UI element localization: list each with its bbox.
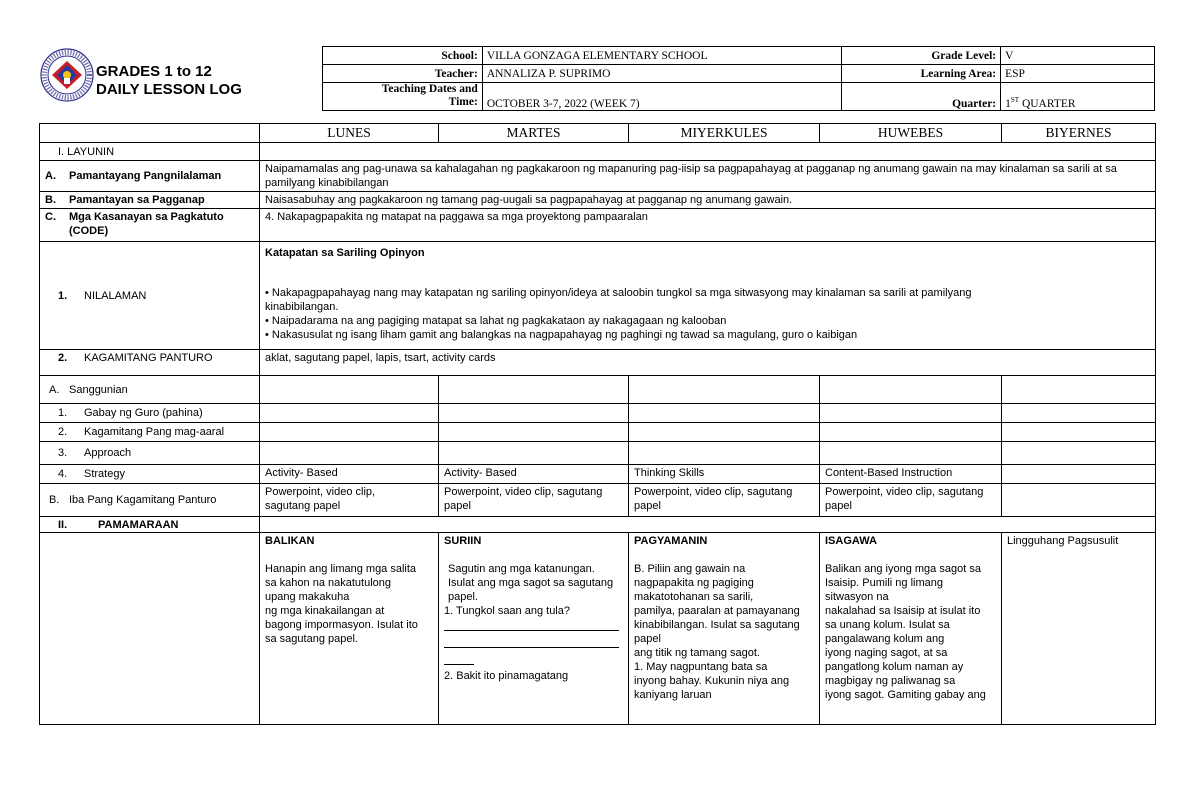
pp-title: Pamantayang Pangnilalaman (69, 170, 222, 182)
dates-value: OCTOBER 3-7, 2022 (WEEK 7) (482, 83, 842, 111)
isagawa-spacer (825, 548, 996, 562)
isagawa-line-3: sitwasyon na (825, 591, 889, 603)
pagyamanin-line-7: ang titik ng tamang sagot. (634, 647, 760, 659)
header-info-table (322, 46, 1155, 111)
day-miyerkules: MIYERKULES (629, 124, 820, 143)
suriin-heading: SURIIN (444, 535, 482, 547)
nilalaman-content (260, 242, 1156, 350)
km-num: 2. (58, 426, 68, 438)
suriin-line-2: Isulat ang mga sagot sa sagutang (448, 577, 614, 589)
suriin-line-1: Sagutin ang mga katanungan. (448, 563, 595, 575)
approach-huwebes (820, 442, 1002, 465)
sanggunian-biyernes (1002, 376, 1156, 404)
isagawa-line-9: magbigay ng paliwanag sa (825, 675, 956, 687)
pagyamanin-line-3: makatotohanan sa sarili, (634, 591, 754, 603)
iba-pang-kagamitan-row (40, 484, 1156, 517)
kagamitang-mag-aaral-miyerkules (629, 423, 820, 442)
answer-line-1 (444, 618, 619, 631)
iba-huwebes (820, 484, 1002, 517)
iba-lunes (260, 484, 439, 517)
nilalaman-num: 1. (58, 289, 68, 302)
ks-letter: C. (45, 211, 56, 223)
sanggunian-lunes (260, 376, 439, 404)
isagawa-line-5: sa unang kolum. Isulat sa (825, 619, 950, 631)
isagawa-line-2: Isaisip. Pumili ng limang (825, 577, 943, 589)
pamantayang-pangnilalaman-text: Naipamamalas ang pag-unawa sa kahalagahan ng pagkakaroon ng mapanuring pag-iisip sa pagpapahayag at pagganap ng anumang gawain na may kinalaman sa sarili at sa pamilyang kinabibilangan (260, 161, 1156, 192)
answer-line-2 (444, 635, 619, 648)
school-label: School: (323, 47, 483, 65)
pm-num: II. (58, 518, 68, 531)
suriin-spacer (444, 548, 623, 562)
approach-martes (439, 442, 629, 465)
strategy-martes: Activity- Based (439, 465, 629, 484)
quarter-suffix: ST (1010, 96, 1020, 105)
approach-miyerkules (629, 442, 820, 465)
area-value: ESP (1001, 65, 1155, 83)
nilalaman-label (40, 242, 260, 350)
pagyamanin-line-2: nagpapakita ng pagiging (634, 577, 754, 589)
kagamitang-mag-aaral-martes (439, 423, 629, 442)
nilalaman-spacer (265, 260, 1150, 286)
iba-lunes-line-1: Powerpoint, video clip, (265, 486, 376, 498)
ib-letter: B. (49, 494, 60, 506)
procedure-label-cell (40, 533, 260, 725)
day-biyernes: BIYERNES (1002, 124, 1156, 143)
nilalaman-bullet-2: • Naipadarama na ang pagiging matapat sa lahat ng pagkakataon ay nakagagaan ng kalooban (265, 315, 727, 327)
gabay-guro-martes (439, 404, 629, 423)
sanggunian-huwebes (820, 376, 1002, 404)
kagamitang-mag-aaral-row (40, 423, 1156, 442)
kp-num: 2. (58, 352, 68, 364)
kasanayan-label (40, 209, 260, 242)
isagawa-line-10: iyong sagot. Gamiting gabay ang (825, 689, 986, 701)
quarter-number: 1 (1005, 98, 1011, 110)
iba-miyerkules (629, 484, 820, 517)
strategy-row (40, 465, 1156, 484)
pp-letter: A. (45, 170, 56, 182)
gabay-guro-row (40, 404, 1156, 423)
balikan-line-2: sa kahon na nakatutulong (265, 577, 391, 589)
pg-letter: B. (45, 194, 56, 206)
ib-title: Iba Pang Kagamitang Panturo (69, 494, 217, 506)
balikan-line-3: upang makakuha (265, 591, 350, 603)
pamantayan-pagganap-text: Naisasabuhay ang pagkakaroon ng tamang pag-uugali sa pagpapahayag at pagganap ng anumang gawain. (260, 192, 1156, 209)
isagawa-heading: ISAGAWA (825, 535, 877, 547)
nilalaman-row (40, 242, 1156, 350)
kagamitang-panturo-label (40, 350, 260, 376)
procedure-row (40, 533, 1156, 725)
sg-letter: A. (49, 383, 60, 396)
balikan-spacer (265, 548, 433, 562)
dates-label-line-2: Time: (448, 96, 478, 108)
layunin-row (40, 143, 1156, 161)
pagyamanin-heading: PAGYAMANIN (634, 535, 708, 547)
procedure-miyerkules (629, 533, 820, 725)
pagyamanin-spacer (634, 548, 814, 562)
deped-seal-icon (40, 48, 94, 102)
balikan-line-1: Hanapin ang limang mga salita (265, 563, 417, 575)
dates-label (323, 83, 483, 111)
dates-label-line-1: Teaching Dates and (381, 83, 478, 95)
pamantayang-pangnilalaman-label (40, 161, 260, 192)
kasanayan-row (40, 209, 1156, 242)
pamantayang-pangnilalaman-row (40, 161, 1156, 192)
sanggunian-label (40, 376, 260, 404)
kp-title: KAGAMITANG PANTURO (84, 352, 213, 364)
day-header-row (40, 124, 1156, 143)
kagamitang-mag-aaral-lunes (260, 423, 439, 442)
day-lunes: LUNES (260, 124, 439, 143)
gabay-guro-huwebes (820, 404, 1002, 423)
kasanayan-code: (CODE) (69, 225, 109, 237)
pg-title: Pamantayan sa Pagganap (69, 194, 205, 206)
procedure-biyernes (1002, 533, 1156, 725)
ks-title: Mga Kasanayan sa Pagkatuto (69, 211, 224, 223)
suriin-line-4: 1. Tungkol saan ang tula? (444, 605, 570, 617)
strategy-biyernes (1002, 465, 1156, 484)
approach-biyernes (1002, 442, 1156, 465)
iba-lunes-line-2: sagutang papel (265, 500, 341, 512)
ap-num: 3. (58, 447, 68, 459)
st-num: 4. (58, 468, 68, 480)
pagyamanin-line-5: kinabibilangan. Isulat sa sagutang (634, 619, 800, 631)
balikan-line-6: sa sagutang papel. (265, 633, 358, 645)
isagawa-line-8: pangatlong kolum naman ay (825, 661, 964, 673)
pagyamanin-line-9: inyong bahay. Kukunin niya ang (634, 675, 790, 687)
sanggunian-martes (439, 376, 629, 404)
gabay-guro-biyernes (1002, 404, 1156, 423)
quarter-label: Quarter: (842, 83, 1001, 111)
nilalaman-bullet-1b: kinabibilangan. (265, 301, 339, 313)
quarter-value (1001, 83, 1155, 111)
gg-num: 1. (58, 407, 68, 419)
suriin-question-2: 2. Bakit ito pinamagatang (444, 670, 569, 682)
balikan-line-5: bagong impormasyon. Isulat ito (265, 619, 418, 631)
teacher-label: Teacher: (323, 65, 483, 83)
kagamitang-mag-aaral-label (40, 423, 260, 442)
iba-biyernes (1002, 484, 1156, 517)
suriin-line-3: papel. (448, 591, 478, 603)
nilalaman-bullet-3: • Nakasusulat ng isang liham gamit ang balangkas na nagpapahayag ng paghingi ng tawad sa magulang, guro o kaibigan (265, 329, 858, 341)
pamamaraan-row (40, 517, 1156, 533)
isagawa-line-7: iyong naging sagot, at sa (825, 647, 948, 659)
grade-value: V (1001, 47, 1155, 65)
isagawa-line-4: nakalahad sa Isaisip at isulat ito (825, 605, 981, 617)
title-line-1: GRADES 1 to 12 (96, 63, 212, 80)
area-label: Learning Area: (842, 65, 1001, 83)
quarter-word: QUARTER (1019, 98, 1076, 110)
nilalaman-bullet-1a: • Nakapagpapahayag nang may katapatan ng sariling opinyon/ideya at saloobin tungkol sa mga sitwasyong may kinalaman sa sarili at pamilyang (265, 287, 972, 299)
km-title: Kagamitang Pang mag-aaral (84, 426, 225, 438)
procedure-lunes (260, 533, 439, 725)
title-line-2: DAILY LESSON LOG (96, 81, 242, 98)
strategy-label (40, 465, 260, 484)
kagamitang-mag-aaral-huwebes (820, 423, 1002, 442)
document-title (96, 63, 242, 99)
nilalaman-heading: Katapatan sa Sariling Opinyon (265, 247, 425, 259)
layunin-empty (260, 143, 1156, 161)
gabay-guro-lunes (260, 404, 439, 423)
procedure-huwebes (820, 533, 1002, 725)
grade-label: Grade Level: (842, 47, 1001, 65)
sanggunian-miyerkules (629, 376, 820, 404)
iba-martes-line-2: papel (444, 500, 471, 512)
iba-martes (439, 484, 629, 517)
approach-row (40, 442, 1156, 465)
daily-lesson-log-table (39, 123, 1156, 725)
balikan-heading: BALIKAN (265, 535, 315, 547)
iba-huwebes-line-1: Powerpoint, video clip, sagutang (825, 486, 984, 498)
sanggunian-row (40, 376, 1156, 404)
iba-pang-kagamitan-label (40, 484, 260, 517)
iba-martes-line-1: Powerpoint, video clip, sagutang (444, 486, 603, 498)
kasanayan-label-line (45, 210, 254, 224)
pamamaraan-empty (260, 517, 1156, 533)
nilalaman-title: NILALAMAN (84, 289, 147, 302)
iba-miyerkules-line-2: papel (634, 500, 661, 512)
isagawa-line-1: Balikan ang iyong mga sagot sa (825, 563, 981, 575)
school-value: VILLA GONZAGA ELEMENTARY SCHOOL (482, 47, 842, 65)
pagyamanin-line-1: B. Piliin ang gawain na (634, 563, 746, 575)
approach-lunes (260, 442, 439, 465)
pagyamanin-line-4: pamilya, paaralan at pamayanang (634, 605, 800, 617)
gabay-guro-miyerkules (629, 404, 820, 423)
pm-title: PAMAMARAAN (98, 518, 179, 531)
iba-miyerkules-line-1: Powerpoint, video clip, sagutang (634, 486, 793, 498)
answer-line-3 (444, 652, 474, 665)
pamantayan-pagganap-label (40, 192, 260, 209)
teacher-value: ANNALIZA P. SUPRIMO (482, 65, 842, 83)
st-title: Strategy (84, 468, 125, 480)
pamantayan-pagganap-row (40, 192, 1156, 209)
pamamaraan-label (40, 517, 260, 533)
day-martes: MARTES (439, 124, 629, 143)
kagamitang-panturo-text: aklat, sagutang papel, lapis, tsart, activity cards (260, 350, 1156, 376)
strategy-huwebes: Content-Based Instruction (820, 465, 1002, 484)
kagamitang-mag-aaral-biyernes (1002, 423, 1156, 442)
approach-label (40, 442, 260, 465)
day-huwebes: HUWEBES (820, 124, 1002, 143)
kagamitang-panturo-row (40, 350, 1156, 376)
layunin-heading: I. LAYUNIN (40, 143, 260, 161)
gabay-guro-label (40, 404, 260, 423)
ap-title: Approach (84, 447, 132, 459)
balikan-line-4: ng mga kinakailangan at (265, 605, 385, 617)
pagyamanin-line-10: kaniyang laruan (634, 689, 712, 701)
corner-cell (40, 124, 260, 143)
strategy-miyerkules: Thinking Skills (629, 465, 820, 484)
kasanayan-text: 4. Nakapagpapakita ng matapat na paggawa sa mga proyektong pampaaralan (260, 209, 1156, 242)
sg-title: Sanggunian (69, 383, 128, 396)
pagyamanin-line-6: papel (634, 633, 661, 645)
pagyamanin-line-8: 1. May nagpuntang bata sa (634, 661, 768, 673)
isagawa-line-6: pangalawang kolum ang (825, 633, 945, 645)
iba-huwebes-line-2: papel (825, 500, 852, 512)
lingguhang-pagsusulit: Lingguhang Pagsusulit (1007, 535, 1119, 547)
gg-title: Gabay ng Guro (pahina) (84, 407, 203, 419)
procedure-martes (439, 533, 629, 725)
strategy-lunes: Activity- Based (260, 465, 439, 484)
